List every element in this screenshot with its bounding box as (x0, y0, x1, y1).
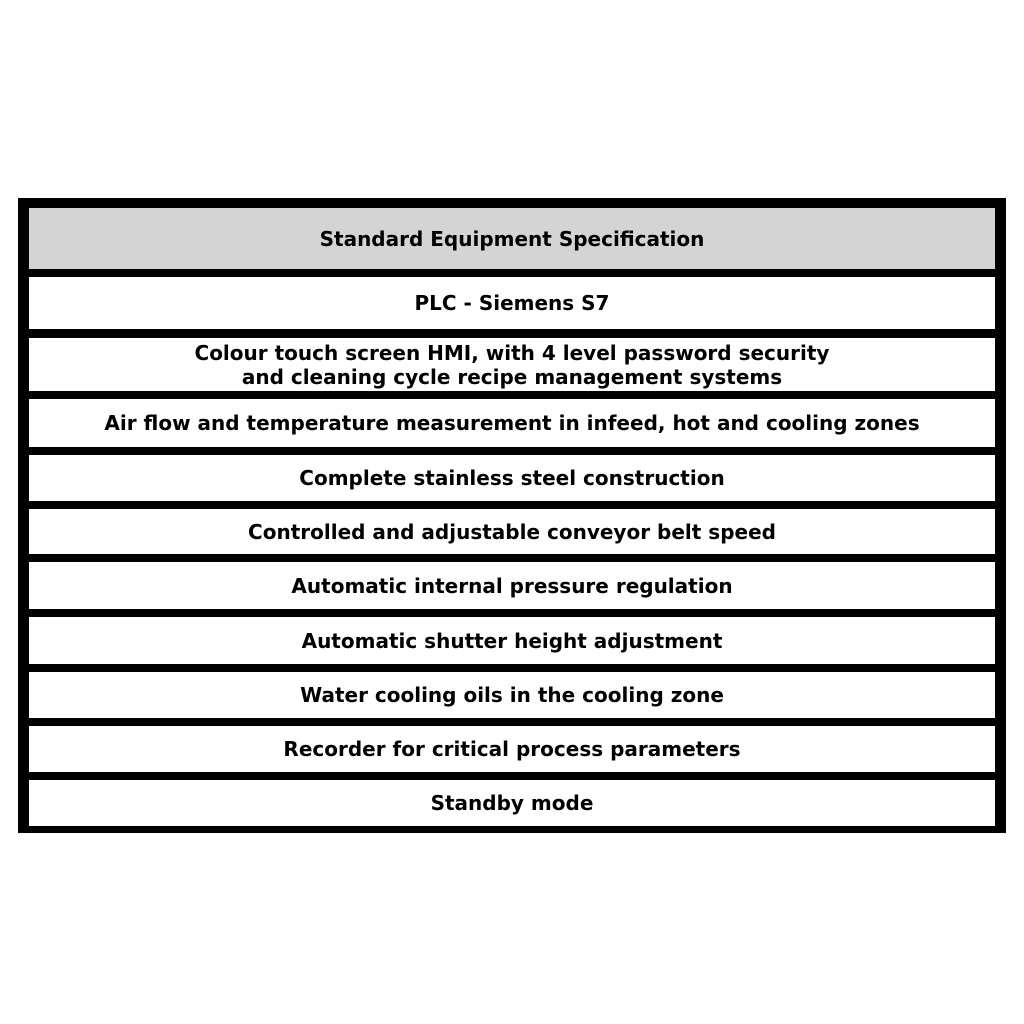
table-row-text: PLC - Siemens S7 (414, 291, 610, 315)
table-row (29, 780, 995, 826)
table-row (29, 562, 995, 609)
table-row (29, 399, 995, 447)
table-row (29, 455, 995, 501)
table-row (29, 338, 995, 391)
table-row-text: Recorder for critical process parameters (283, 737, 741, 761)
table-header (29, 208, 995, 269)
table-row (29, 726, 995, 772)
table-row (29, 277, 995, 329)
table-row-text: Standby mode (430, 791, 594, 815)
table-row-text: Controlled and adjustable conveyor belt speed (248, 519, 776, 544)
table-row-text: Water cooling oils in the cooling zone (300, 683, 724, 707)
table-row (29, 509, 995, 554)
table-row (29, 672, 995, 718)
table-header-title: Standard Equipment Specification (319, 226, 705, 251)
equipment-specification-table (18, 198, 1006, 833)
table-row-text: Complete stainless steel construction (299, 466, 725, 490)
table-row (29, 617, 995, 664)
table-row-text: and cleaning cycle recipe management systems (241, 364, 783, 389)
table-row-text: Automatic internal pressure regulation (291, 573, 733, 598)
table-row-text: Air flow and temperature measurement in infeed, hot and cooling zones (104, 411, 920, 435)
table-row-text: Colour touch screen HMI, with 4 level password security (194, 340, 830, 365)
table-row-text: Automatic shutter height adjustment (301, 628, 723, 653)
